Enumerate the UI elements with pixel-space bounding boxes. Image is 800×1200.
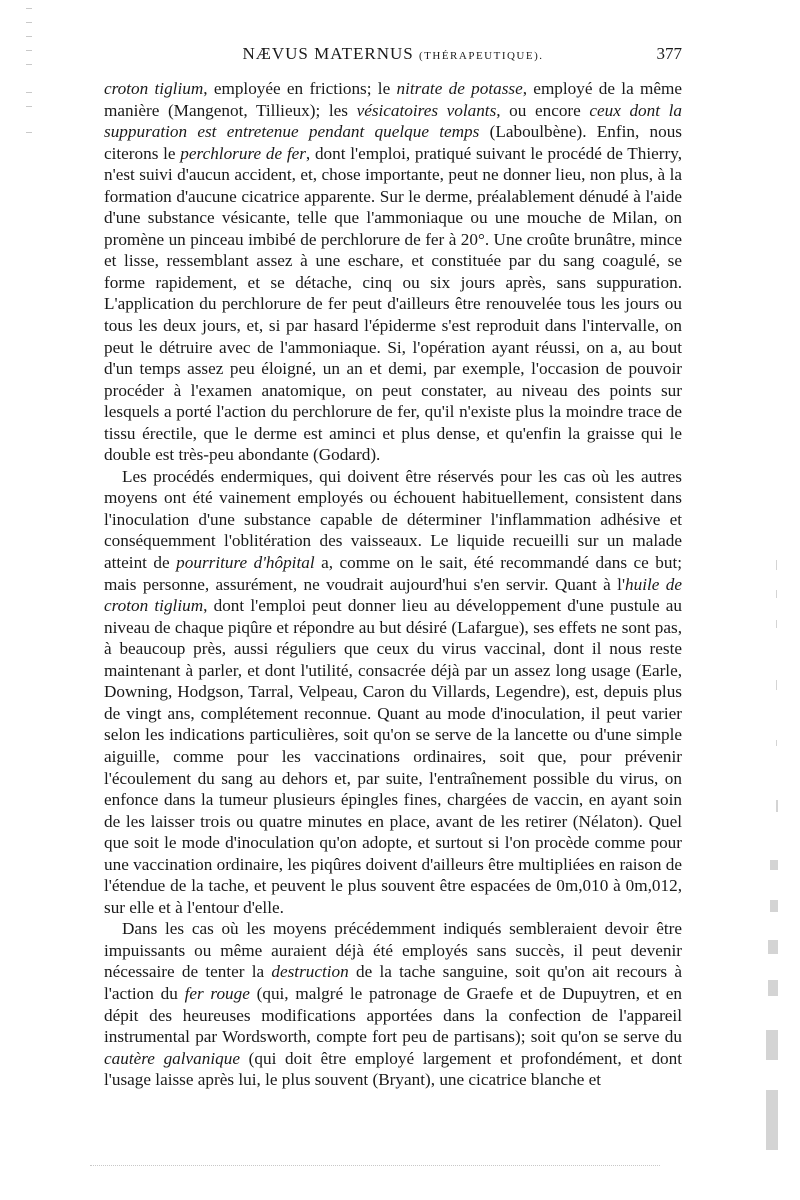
italic-term: pourriture d'hôpital	[176, 553, 315, 573]
text-run: , dont l'emploi peut donner lieu au développement d'une pustule au niveau de chaque piqûre et répondre au but désiré (Lafargue), ses effets ne sont pas, à beaucoup près, aussi réguliers que ceux du virus vaccinal, dont il nous reste maintenant à parler, et dont l'utilité, consacrée déjà par un assez long usage (Earle, Downing, Hodgson, Tarral, Velpeau, Caron du Villards, Legendre), est, depuis plus de vingt ans, complétement reconnue. Quant au mode d'inoculation, il peut varier selon les indications particulières, soit qu'on se serve de la lancette ou d'une simple aiguille, comme pour les vaccinations ordinaires, soit que, pour prévenir l'écoulement du sang au dehors et, par suite, l'entraînement possible du virus, on enfonce dans la tumeur plusieurs épingles fines, chargées de vaccin, en ayant soin de les laisser trois ou quatre minutes en place, avant de les retirer (Nélaton). Quel que soit le mode d'inoculation qu'on adopte, et surtout si l'on procède comme pour une vaccination ordinaire, les piqûres doivent d'ailleurs être multipliées en raison de l'étendue de la tache, et peuvent le plus souvent être espacées de 0m,010 à 0m,012, sur elle et à l'entour d'elle.	[104, 596, 683, 917]
text-run: (qui doit être employé largement et profondément, et dont l'usage laisse après lui, le plus souvent (Bryant), une cicatrice blanche et	[104, 1048, 682, 1090]
italic-term: cautère galvanique	[104, 1048, 240, 1068]
text-run: , employé de la même manière (Mangenot, Tillieux); les	[104, 79, 682, 120]
italic-term: perchlorure de fer	[180, 143, 306, 163]
text-run: Les procédés endermiques, qui doivent être réservés pour les cas où les autres moyens ont été vainement employés ou échouent habituellement, consistent dans l'inoculation d'une substance capable de déterminer l'inflammation adhésive et conséquemment l'oblitération des vaisseaux. Le liquide recueilli sur un malade atteint de	[104, 466, 682, 573]
running-header	[104, 44, 682, 66]
text-run: , ou encore	[496, 100, 590, 120]
paragraph	[104, 918, 682, 1090]
italic-term: fer rouge	[184, 983, 250, 1003]
text-run: Dans les cas où les moyens précédemment indiqués sembleraient devoir être impuissants ou même auraient déjà été employés sans succès, il peut devenir nécessaire de tenter la	[104, 919, 682, 982]
running-title	[104, 44, 682, 64]
paragraph	[104, 466, 682, 918]
text-run: , dont l'emploi, pratiqué suivant le procédé de Thierry, n'est suivi d'aucun accident, et, chose importante, peut ne donner lieu, non plus, à la formation d'aucune cicatrice apparente. Sur le derme, préalablement dénudé à l'aide d'une substance vésicante, telle que l'ammoniaque ou une mouche de Milan, on promène un pinceau imbibé de perchlorure de fer à 20°. Une croûte brunâtre, mince et lisse, ressemblant assez à une eschare, et constituée par du sang coagulé, se forme rapidement, et se détache, cinq ou six jours après, sans suppuration. L'application du perchlorure de fer peut d'ailleurs être renouvelée tous les jours ou tous les deux jours, et, si par hasard l'épiderme s'est reproduit dans l'intervalle, on peut le détruire avec de l'ammoniaque. Si, l'opération ayant réussi, on a, au bout d'un temps assez peu éloigné, un an et demi, par exemple, l'occasion de pouvoir procéder à l'examen anatomique, on peut constater, au niveau des points sur lesquels a porté l'action du perchlorure de fer, qu'il n'existe plus la moindre trace de tissu érectile, que le derme est aminci et plus dense, et qu'enfin la graisse qui le double est très-peu abondante (Godard).	[104, 143, 682, 465]
text-run: a, comme on le sait, été recommandé dans ce but; mais personne, assurément, ne voudrait aujourd'hui s'en servir. Quant à l'	[104, 553, 682, 594]
italic-term: ceux dont la suppuration est entretenue pendant quelque temps	[104, 100, 682, 142]
running-title-main: NÆVUS MATERNUS	[242, 44, 414, 63]
text-run: (Laboulbène). Enfin, nous citerons le	[104, 122, 683, 163]
text-run: de la tache sanguine, soit qu'on ait recours à l'action du	[104, 962, 682, 1003]
left-margin-marks	[26, 0, 36, 160]
right-margin-marks	[750, 560, 790, 1180]
running-title-sub: (THÉRAPEUTIQUE).	[419, 50, 544, 62]
bottom-rule	[90, 1165, 660, 1166]
italic-term: croton tiglium	[104, 79, 204, 98]
italic-term: destruction	[271, 962, 349, 982]
italic-term: huile de croton tiglium	[104, 574, 682, 616]
page-number: 377	[656, 44, 682, 63]
italic-term: nitrate de potasse	[396, 79, 523, 98]
body-text	[104, 78, 682, 1091]
text-run: (qui, malgré le patronage de Graefe et de Dupuytren, et en dépit des heureuses modifications apportées dans la confection de l'appareil instrumental par Wordsworth, compte fort peu de partisans); soit qu'on se serve du	[104, 983, 682, 1047]
italic-term: vésicatoires volants	[356, 100, 497, 120]
text-run: , employée en frictions; le	[203, 79, 397, 98]
paragraph	[104, 78, 682, 466]
